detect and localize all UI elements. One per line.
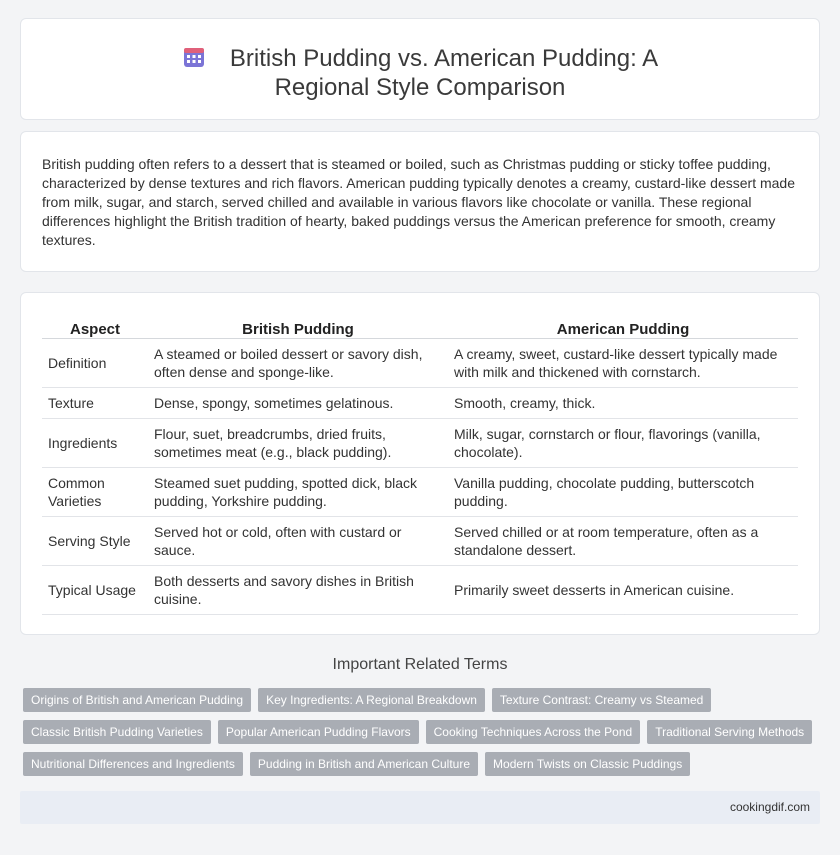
- table-row: [42, 418, 798, 467]
- related-terms-list: [23, 688, 823, 784]
- table-row: [42, 338, 798, 387]
- row-aspect: Common Varieties: [42, 467, 148, 516]
- tag-row: [23, 688, 823, 712]
- tag-row: [23, 752, 823, 776]
- related-term-tag[interactable]: Traditional Serving Methods: [647, 720, 812, 744]
- row-american: Smooth, creamy, thick.: [448, 387, 798, 418]
- row-british: Served hot or cold, often with custard or sauce.: [148, 516, 448, 565]
- related-term-tag[interactable]: Key Ingredients: A Regional Breakdown: [258, 688, 485, 712]
- tag-row: [23, 720, 823, 744]
- header-american: American Pudding: [448, 315, 798, 338]
- intro-card: [20, 131, 820, 272]
- row-aspect: Serving Style: [42, 516, 148, 565]
- row-aspect: Typical Usage: [42, 565, 148, 614]
- related-term-tag[interactable]: Origins of British and American Pudding: [23, 688, 251, 712]
- row-american: Vanilla pudding, chocolate pudding, butterscotch pudding.: [448, 467, 798, 516]
- row-british: Steamed suet pudding, spotted dick, black pudding, Yorkshire pudding.: [148, 467, 448, 516]
- header-british: British Pudding: [148, 315, 448, 338]
- comparison-table: [42, 315, 798, 615]
- row-british: Dense, spongy, sometimes gelatinous.: [148, 387, 448, 418]
- row-american: Primarily sweet desserts in American cuisine.: [448, 565, 798, 614]
- related-term-tag[interactable]: Classic British Pudding Varieties: [23, 720, 211, 744]
- intro-paragraph: British pudding often refers to a dessert that is steamed or boiled, such as Christmas pudding or sticky toffee pudding, characterized by dense textures and rich flavors. American pudding typically denotes a creamy, custard-like dessert made from milk, sugar, and starch, served chilled and available in various flavors like chocolate or vanilla. These regional differences highlight the British tradition of hearty, baked puddings versus the American preference for smooth, creamy textures.: [42, 156, 795, 248]
- row-american: Served chilled or at room temperature, often as a standalone dessert.: [448, 516, 798, 565]
- related-terms-heading: Important Related Terms: [332, 656, 508, 673]
- footer-site-link[interactable]: cookingdif.com: [729, 800, 810, 814]
- row-aspect: Ingredients: [42, 418, 148, 467]
- row-british: Both desserts and savory dishes in British cuisine.: [148, 565, 448, 614]
- table-row: [42, 565, 798, 614]
- table-row: [42, 467, 798, 516]
- row-aspect: Texture: [42, 387, 148, 418]
- related-term-tag[interactable]: Cooking Techniques Across the Pond: [426, 720, 641, 744]
- related-term-tag[interactable]: Texture Contrast: Creamy vs Steamed: [492, 688, 711, 712]
- row-british: Flour, suet, breadcrumbs, dried fruits, sometimes meat (e.g., black pudding).: [148, 418, 448, 467]
- calendar-icon: [182, 45, 206, 69]
- table-row: [42, 387, 798, 418]
- row-british: A steamed or boiled dessert or savory dish, often dense and sponge-like.: [148, 338, 448, 387]
- page-title: British Pudding vs. American Pudding: A Regional Style Comparison: [229, 45, 659, 101]
- row-american: Milk, sugar, cornstarch or flour, flavorings (vanilla, chocolate).: [448, 418, 798, 467]
- table-row: [42, 516, 798, 565]
- row-aspect: Definition: [42, 338, 148, 387]
- related-term-tag[interactable]: Popular American Pudding Flavors: [218, 720, 419, 744]
- title-card: [20, 18, 820, 120]
- related-term-tag[interactable]: Nutritional Differences and Ingredients: [23, 752, 243, 776]
- row-american: A creamy, sweet, custard-like dessert typically made with milk and thickened with cornstarch.: [448, 338, 798, 387]
- related-term-tag[interactable]: Modern Twists on Classic Puddings: [485, 752, 690, 776]
- table-header-row: [42, 315, 798, 338]
- footer: [20, 791, 820, 824]
- page-title-wrap: [21, 44, 819, 102]
- header-aspect: Aspect: [42, 315, 148, 338]
- comparison-card: [20, 292, 820, 635]
- related-term-tag[interactable]: Pudding in British and American Culture: [250, 752, 478, 776]
